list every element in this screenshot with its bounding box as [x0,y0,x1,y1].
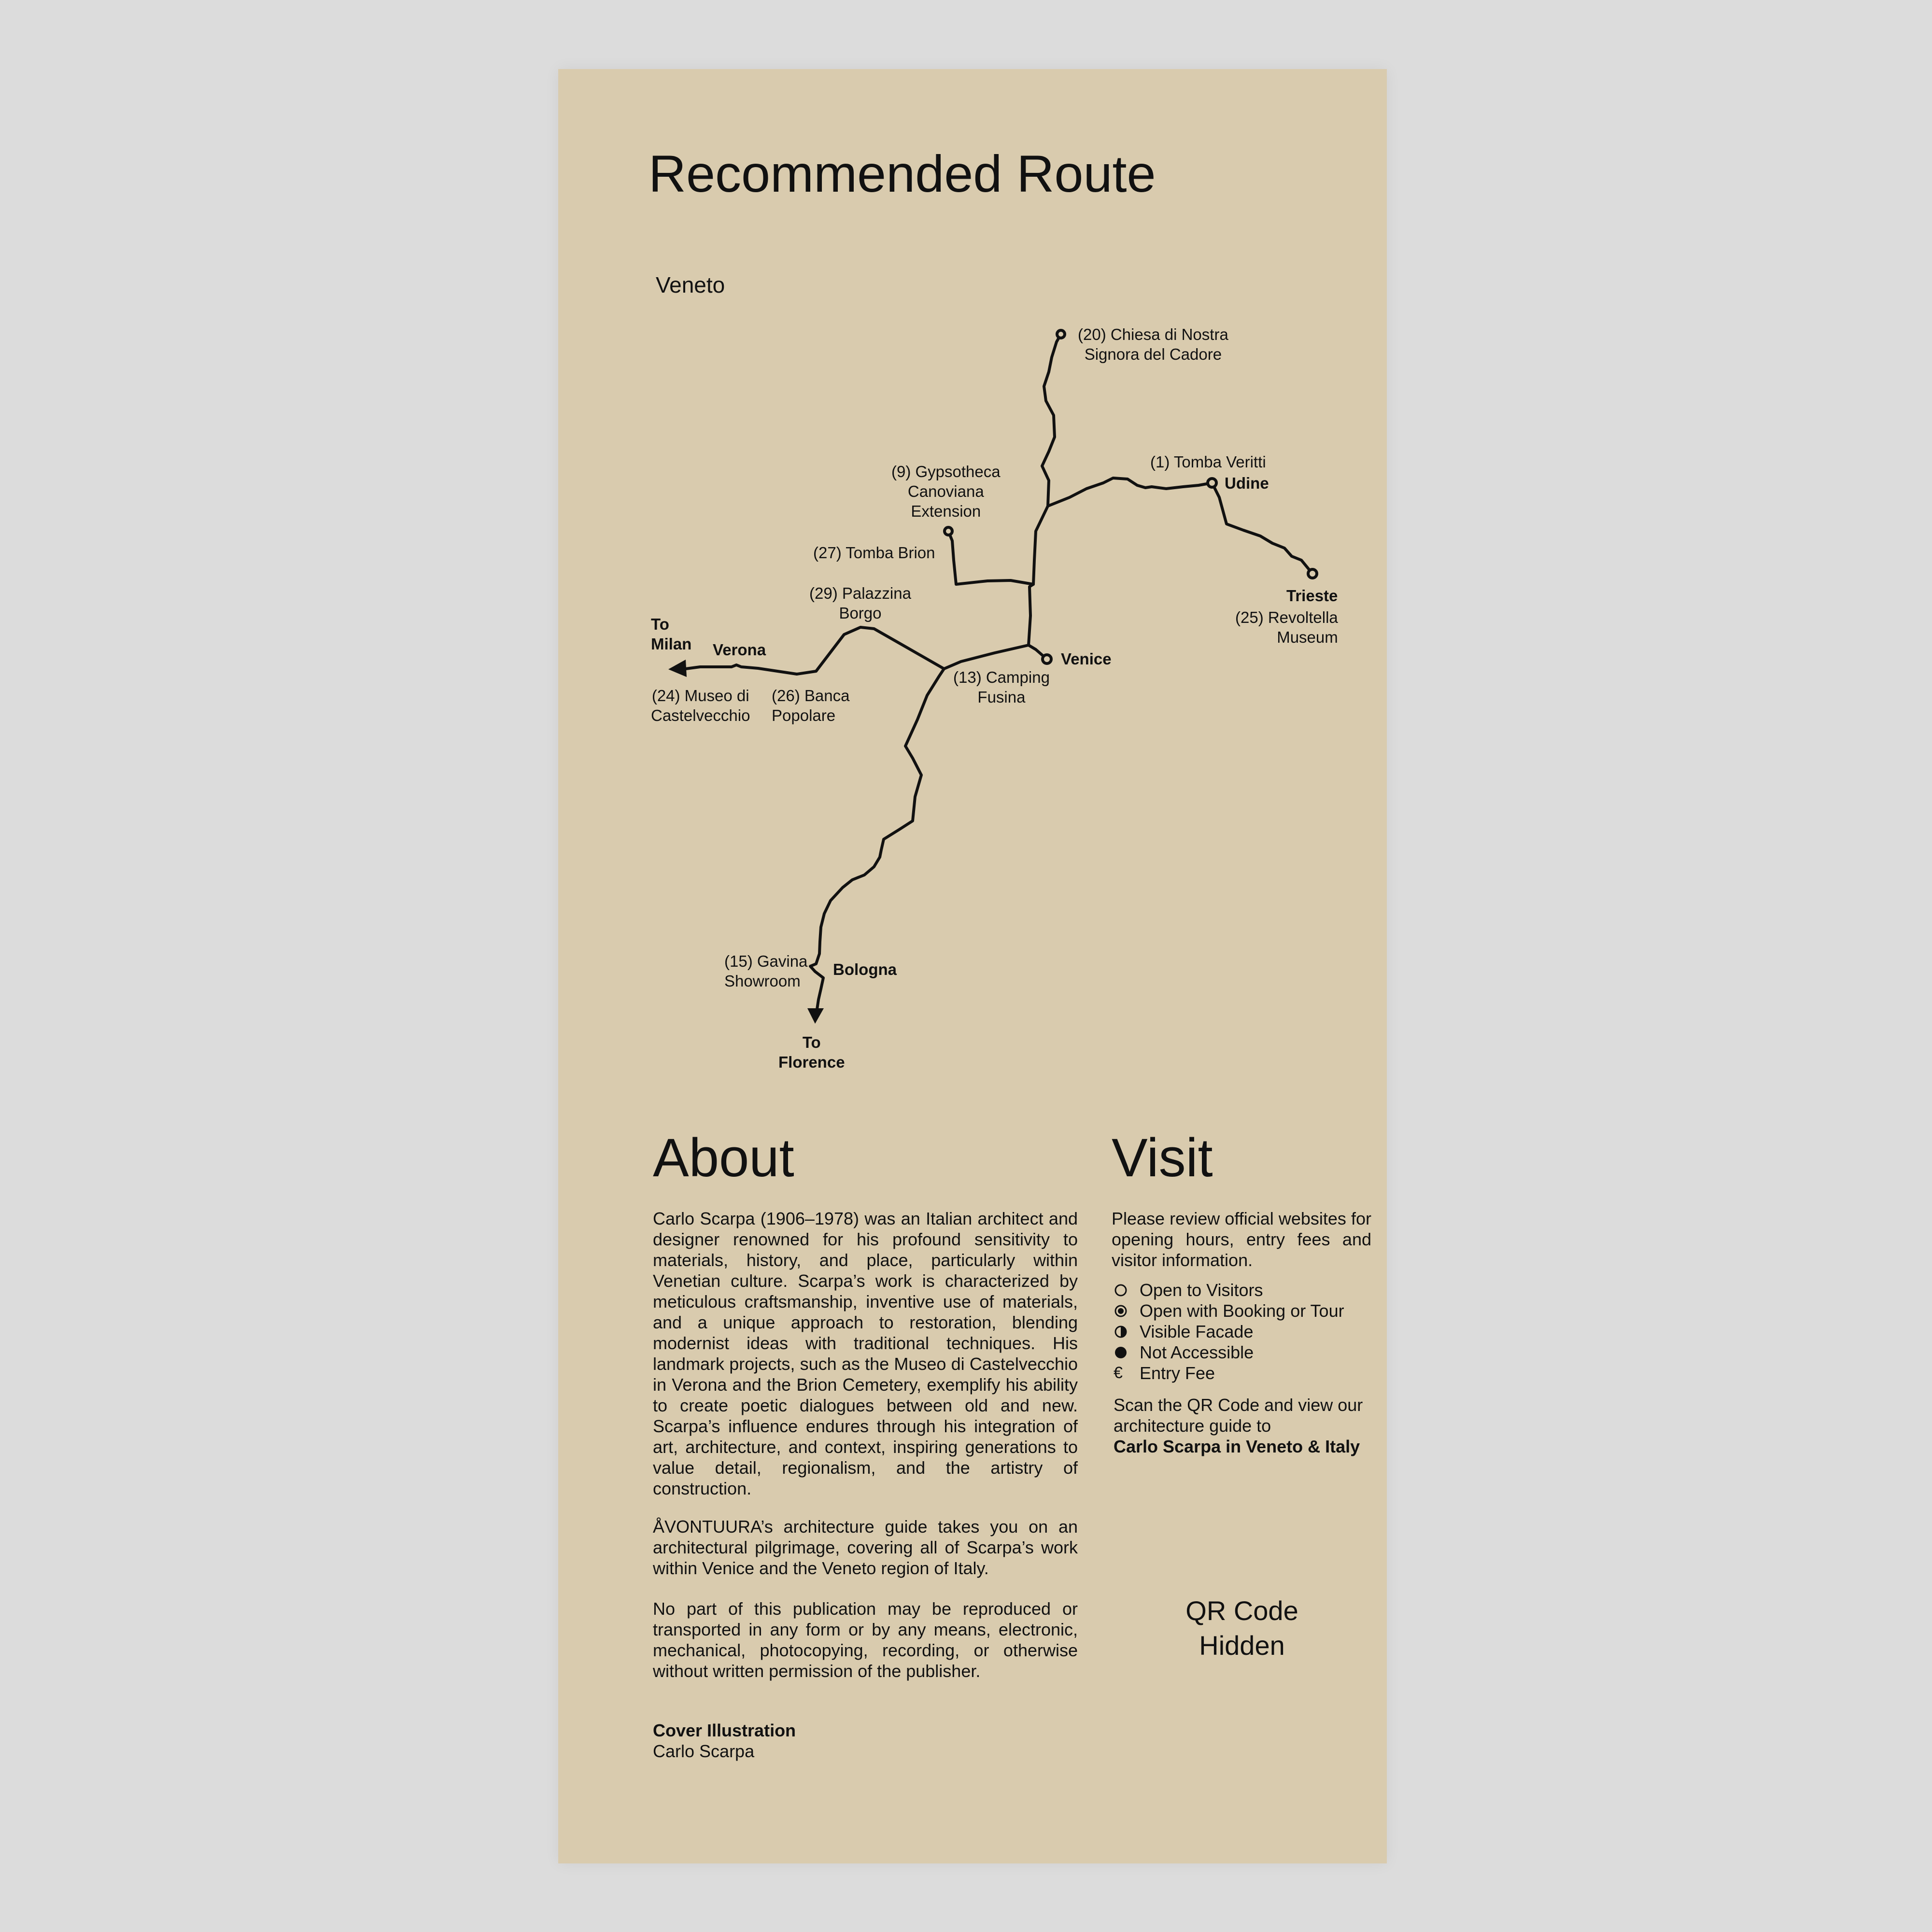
label-verona: Verona [713,641,766,659]
legend-item: € Entry Fee [1114,1363,1215,1383]
route-venice [944,645,1047,669]
label-chiesa: (20) Chiesa di Nostra Signora del Cadore [1078,325,1228,363]
about-paragraph-2: ÅVONTUURA’s architecture guide takes you on an architectural pilgrimage, covering all of Scarpa’s work within Venice and the Veneto region of Italy. [653,1517,1078,1578]
label-palazzina-borgo: (29) Palazzina Borgo [809,584,911,622]
label-bologna: Bologna [833,960,897,978]
route-north [1042,334,1061,506]
stop-marker-trieste [1308,569,1317,578]
label-tomba-brion: (27) Tomba Brion [813,544,935,562]
visit-intro: Please review official websites for opening hours, entry fees and visitor information. [1112,1209,1371,1270]
label-castelvecchio: (24) Museo di Castelvecchio [651,687,750,724]
legend [1114,1280,1374,1383]
arrow-to-milan [668,660,687,677]
label-trieste: Trieste [1286,587,1338,605]
label-camping-fusina: (13) Camping Fusina [953,668,1050,706]
half-circle-icon [1114,1325,1128,1339]
legend-item: Visible Facade [1114,1321,1374,1342]
open-circle-icon [1114,1283,1128,1297]
route-trieste [1212,483,1312,574]
stop-marker-chiesa [1057,330,1065,338]
filled-circle-icon [1114,1345,1128,1360]
label-to-florence: To Florence [778,1033,845,1071]
label-revoltella: (25) Revoltella Museum [1235,608,1338,646]
route-gypsotheca [948,531,1033,584]
dotted-circle-icon [1114,1304,1128,1318]
label-banca-popolare: (26) Banca Popolare [772,687,850,724]
label-tomba-veritti: (1) Tomba Veritti [1150,453,1266,471]
legend-item: Open to Visitors [1114,1280,1374,1300]
cover-illustration-label: Cover Illustration [653,1720,796,1740]
about-paragraph-1: Carlo Scarpa (1906–1978) was an Italian architect and designer renowned for his profound sensitivity to materials, history, and place, particularly within Venetian culture. Scarpa’s work is characterized by meticulous craftsmanship, inventive use of materials, and a unique approach to restoration, blending modernist ideas with traditional techniques. His landmark projects, such as the Museo di Castelvecchio in Verona and the Brion Cemetery, exemplify his ability to create poetic dialogues between old and new. Scarpa’s influence endures through his integration of art, architecture, and context, inspiring generations to value detail, regionalism, and the artistry of construction. [653,1209,1078,1498]
label-to-milan: To Milan [651,615,692,653]
scan-text: Scan the QR Code and view our architecture guide to Carlo Scarpa in Veneto & Italy [1114,1395,1363,1456]
stop-marker-udine [1208,479,1216,487]
euro-icon: € [1114,1364,1123,1382]
label-gavina-showroom: (15) Gavina Showroom [724,952,808,990]
about-paragraph-3: No part of this publication may be reproduced or transported in any form or by any means, electronic, mechanical, photocopying, recording, or otherwise without written permission of the publisher. [653,1599,1078,1681]
region-label: Veneto [656,272,725,297]
page-title: Recommended Route [649,144,1156,203]
stop-marker-venice [1043,655,1051,663]
legend-item: Open with Booking or Tour [1114,1300,1374,1321]
legend-item: Not Accessible [1114,1342,1374,1363]
about-heading: About [653,1128,794,1188]
arrow-to-florence [807,1008,824,1024]
label-gypsotheca: (9) Gypsotheca Canoviana Extension [891,463,1001,520]
stop-marker-gypsotheca [945,527,952,535]
cover-illustration-name: Carlo Scarpa [653,1741,755,1761]
qr-code-placeholder[interactable]: QR Code Hidden [1185,1595,1298,1661]
label-venice: Venice [1061,650,1112,668]
route-udine [1048,478,1212,506]
label-udine: Udine [1225,474,1269,492]
visit-heading: Visit [1112,1128,1213,1188]
route-trunk [1029,506,1048,645]
